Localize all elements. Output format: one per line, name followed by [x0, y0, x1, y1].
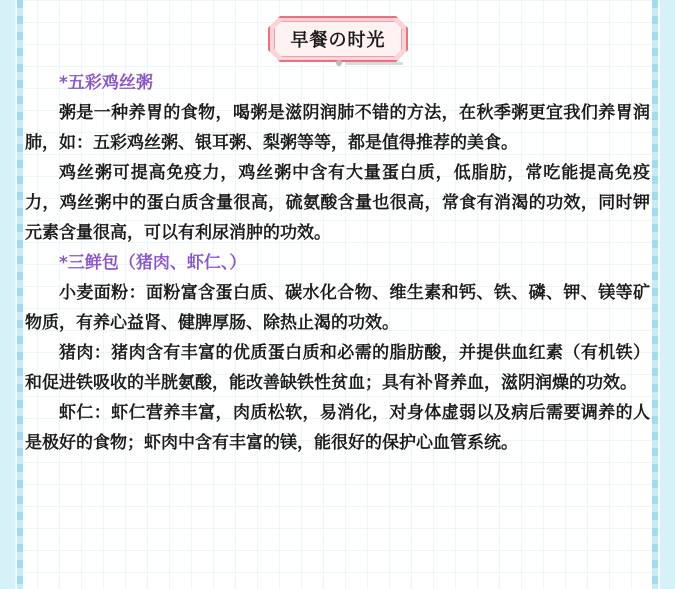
paragraph-congee-benefits: 鸡丝粥可提高免疫力，鸡丝粥中含有大量蛋白质，低脂肪，常吃能提高免疫力，鸡丝粥中的蛋白质含量很高，硫氨酸含量也很高，常食有消渴的功效，同时钾元素含量很高，可以有利尿消肿的功效。 — [25, 163, 650, 243]
watermark-bar — [345, 62, 403, 65]
page-title: 早餐の时光 — [290, 30, 386, 51]
paragraph-pork: 猪肉：猪肉含有丰富的优质蛋白质和必需的脂肪酸，并提供血红素（有机铁）和促进铁吸收的半胱氨酸，能改善缺铁性贫血；具有补肾养血，滋阴润燥的功效。 — [25, 343, 650, 393]
paragraph-flour: 小麦面粉：面粉富含蛋白质、碳水化合物、维生素和钙、铁、磷、钾、镁等矿物质，有养心益肾、健脾厚肠、除热止渴的功效。 — [25, 283, 650, 333]
paragraph-congee-intro: 粥是一种养胃的食物，喝粥是滋阴润肺不错的方法，在秋季粥更宜我们养胃润肺，如：五彩鸡丝粥、银耳粥、梨粥等等，都是值得推荐的美食。 — [25, 103, 650, 153]
section-heading-bun: *三鲜包（猪肉、虾仁、） — [59, 253, 247, 273]
section-heading-congee: *五彩鸡丝粥 — [59, 73, 153, 93]
right-border-stripe — [652, 0, 658, 589]
title-badge — [268, 16, 408, 62]
paragraph-shrimp: 虾仁：虾仁营养丰富，肉质松软，易消化，对身体虚弱以及病后需要调养的人是极好的食物；虾肉中含有丰富的镁，能很好的保护心血管系统。 — [25, 403, 650, 453]
left-border-stripe — [17, 0, 23, 589]
watermark-logo-icon — [336, 60, 342, 66]
watermark — [336, 58, 406, 68]
article-content — [25, 68, 650, 458]
